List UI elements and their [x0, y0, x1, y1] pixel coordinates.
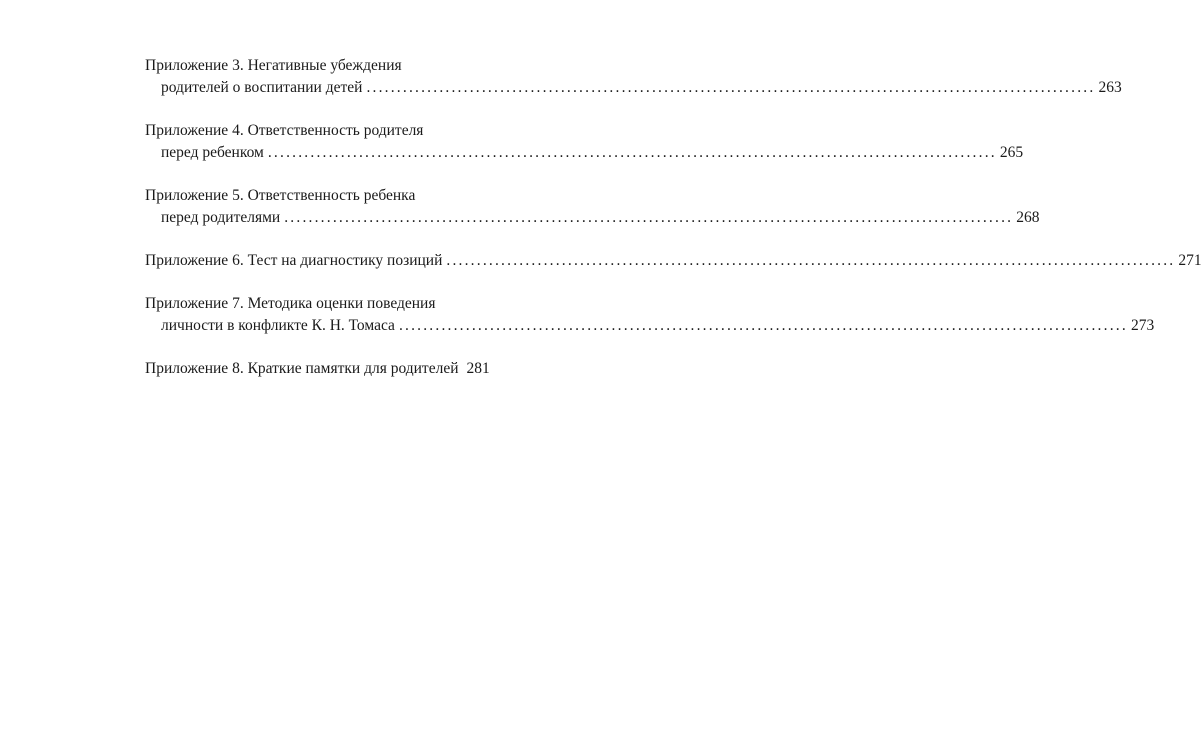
toc-entry-title-cont: перед родителями: [161, 209, 281, 226]
toc-entry-appendix-6: [145, 250, 1202, 272]
dot-leader: ........................................................................................................................: [267, 144, 997, 161]
toc-entry-title: Приложение 3. Негативные убеждения: [145, 57, 402, 74]
toc-entry-title: Приложение 4. Ответственность родителя: [145, 122, 424, 139]
toc-entry-appendix-8: [145, 358, 490, 380]
toc-entry-title-cont: перед ребенком: [161, 144, 264, 161]
toc-entry-appendix-5: [145, 185, 1040, 229]
page-number: 273: [1130, 317, 1155, 334]
table-of-contents: [145, 55, 1202, 401]
toc-entry-appendix-7: [145, 293, 1155, 337]
dot-leader: ........................................................................................................................: [284, 209, 1014, 226]
toc-entry-title: Приложение 5. Ответственность ребенка: [145, 187, 416, 204]
toc-entry-title-cont: личности в конфликте К. Н. Томаса: [161, 317, 395, 334]
dot-leader: ........................................................................................................................: [366, 79, 1096, 96]
toc-entry-title: Приложение 6. Тест на диагностику позиций: [145, 252, 443, 269]
dot-leader: ........................................................................................................................: [446, 252, 1176, 269]
toc-entry-title: Приложение 8. Краткие памятки для родителей: [145, 360, 459, 377]
toc-entry-title: Приложение 7. Методика оценки поведения: [145, 295, 436, 312]
dot-leader: ........................................................................................................................: [398, 317, 1128, 334]
page-number: 265: [999, 144, 1024, 161]
page-number: 281: [466, 360, 490, 377]
toc-entry-appendix-4: [145, 120, 1024, 164]
toc-entry-appendix-3: [145, 55, 1122, 99]
page-number: 263: [1098, 79, 1122, 96]
page-number: 271: [1178, 252, 1202, 269]
page-number: 268: [1016, 209, 1040, 226]
toc-entry-title-cont: родителей о воспитании детей: [161, 79, 363, 96]
